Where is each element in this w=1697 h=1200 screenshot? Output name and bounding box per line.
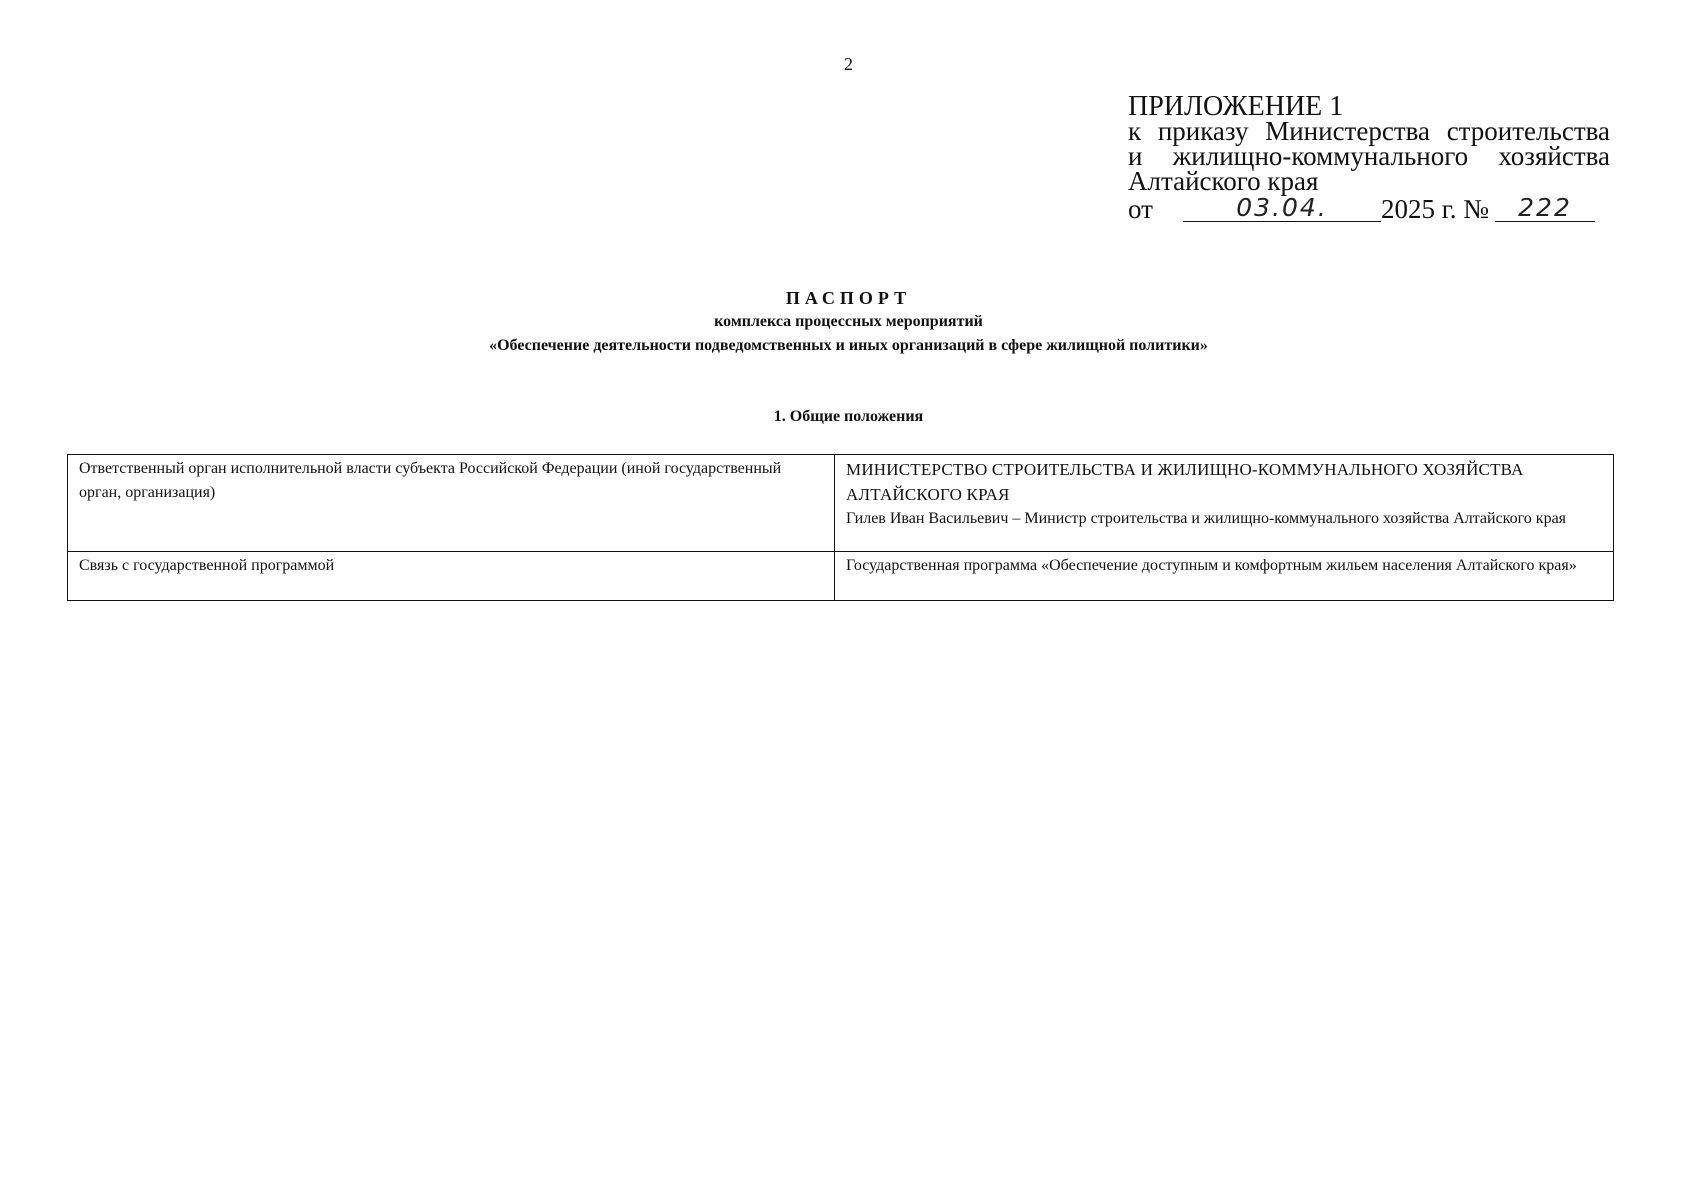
handwritten-order-number: 222 (1495, 195, 1595, 222)
table-cell-value: Государственная программа «Обеспечение доступным и комфортным жильем населения Алтайского края» (835, 552, 1614, 601)
page-number: 2 (844, 54, 853, 74)
year-number-label: 2025 г. № (1380, 194, 1489, 224)
appendix-title: ПРИЛОЖЕНИЕ 1 (1128, 91, 1344, 122)
appendix-block (1128, 91, 1610, 224)
appendix-line-3: Алтайского края (1128, 166, 1319, 196)
appendix-date-row (1128, 195, 1610, 222)
appendix-line-2: и жилищно-коммунального хозяйства (1128, 141, 1610, 171)
organization-name: МИНИСТЕРСТВО СТРОИТЕЛЬСТВА И ЖИЛИЩНО-КОММУНАЛЬНОГО ХОЗЯЙСТВА АЛТАЙСКОГО КРАЯ (846, 460, 1524, 504)
appendix-line-1: к приказу Министерства строительства (1128, 116, 1610, 146)
passport-header (0, 286, 1697, 358)
table-row (68, 455, 1614, 552)
table-cell-value (835, 455, 1614, 552)
handwritten-date: 03.04. (1183, 195, 1381, 222)
passport-subheading: комплекса процессных мероприятий (714, 313, 983, 330)
section-title: 1. Общие положения (773, 408, 924, 425)
passport-name: «Обеспечение деятельности подведомственных и иных организаций в сфере жилищной политики» (489, 337, 1208, 354)
table-cell-label: Ответственный орган исполнительной власти субъекта Российской Федерации (иной государственный орган, организация) (68, 455, 835, 552)
general-provisions-table (67, 454, 1614, 601)
responsible-person: Гилев Иван Васильевич – Министр строительства и жилищно-коммунального хозяйства Алтайского края (846, 510, 1567, 527)
table-cell-label: Связь с государственной программой (68, 552, 835, 601)
table-row (68, 552, 1614, 601)
passport-heading: ПАСПОРТ (785, 288, 912, 308)
date-prefix: от (1128, 194, 1153, 224)
